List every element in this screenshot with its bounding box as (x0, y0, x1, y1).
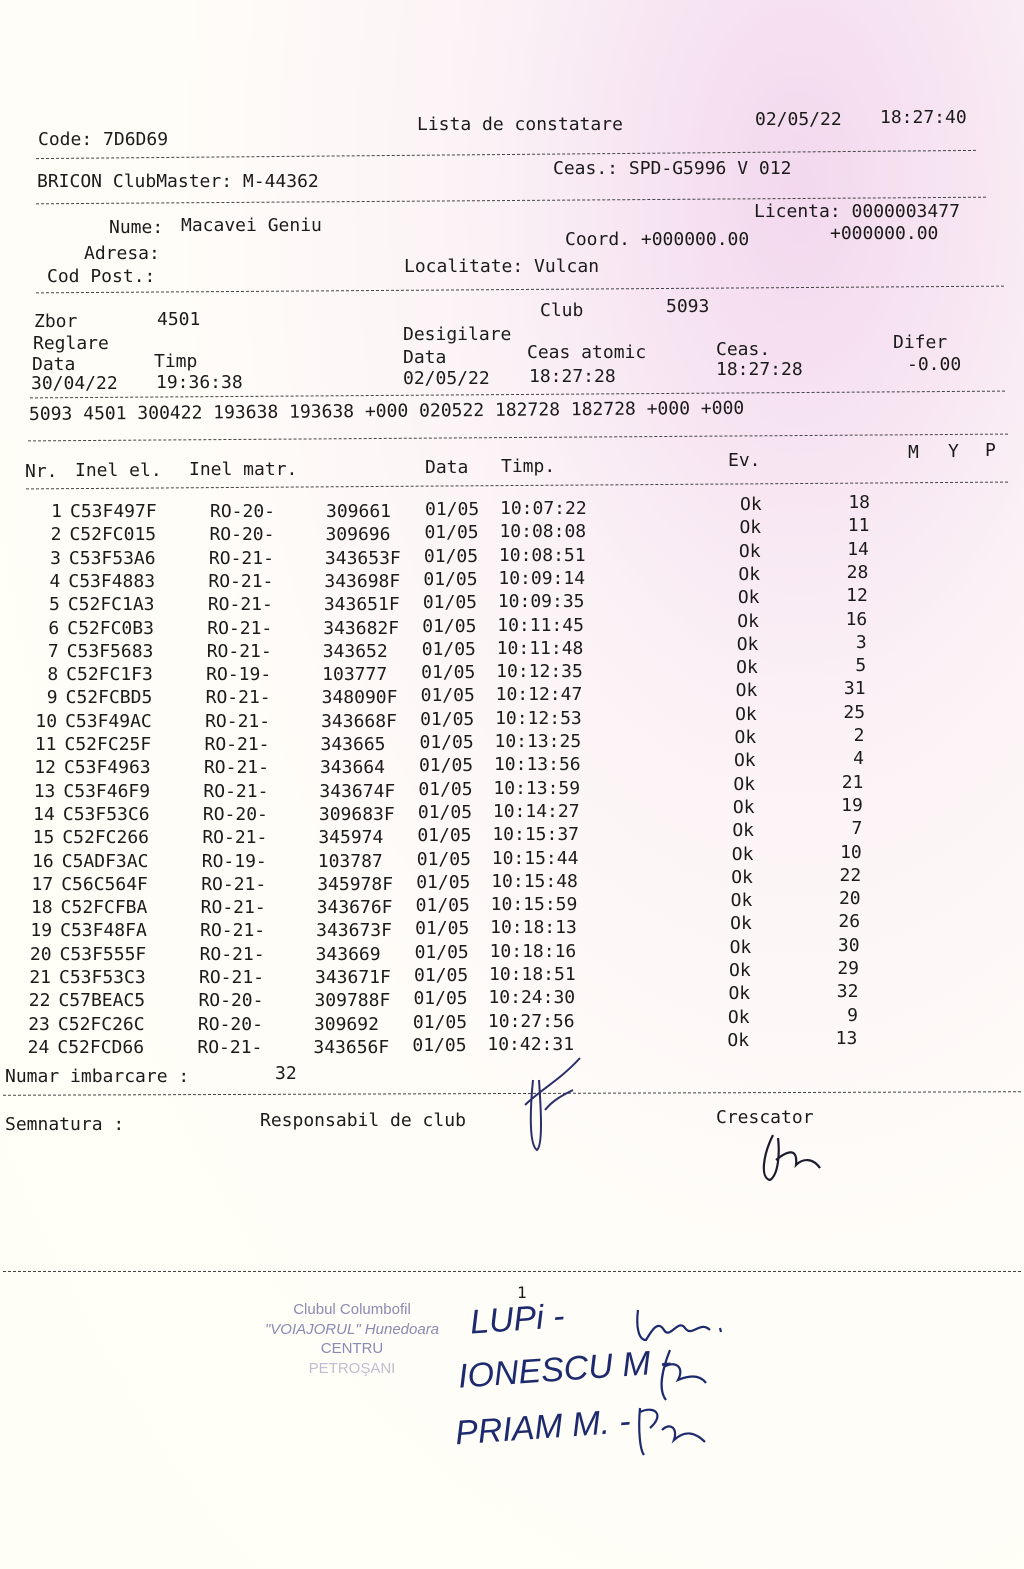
ring-number: 103777 (322, 664, 388, 686)
ring-number: 345974 (318, 827, 384, 849)
row-number: 1 (51, 501, 62, 522)
electronic-ring: C52FC015 (69, 524, 157, 546)
electronic-ring: C53F555F (59, 943, 147, 965)
unsealing-label: Desigilare (403, 324, 512, 345)
electronic-ring: C53F53C3 (59, 967, 146, 988)
electronic-ring: C53F53C6 (62, 803, 150, 825)
ring-number: 309683F (318, 803, 395, 825)
ring-number: 309692 (313, 1013, 379, 1035)
event-status: Ok (740, 494, 762, 515)
club-label: Club (540, 300, 584, 321)
arrival-date: 01/05 (423, 568, 478, 590)
row-number: 9 (46, 687, 58, 709)
clock-label: Ceas. (716, 339, 771, 360)
document-code: Code: 7D6D69 (38, 129, 169, 150)
arrival-date: 01/05 (422, 615, 477, 637)
arrival-date: 01/05 (421, 662, 476, 684)
row-number: 22 (28, 990, 51, 1012)
electronic-ring: C53F46F9 (63, 780, 151, 802)
arrival-time: 10:15:59 (490, 894, 578, 916)
electronic-ring: C52FC266 (62, 827, 150, 849)
setting-date: 30/04/22 (31, 373, 118, 394)
difference-label: Difer (893, 332, 948, 353)
electronic-ring: C53F48FA (60, 920, 147, 942)
row-number: 8 (47, 664, 59, 686)
event-status: Ok (728, 983, 751, 1005)
divider (3, 1091, 1021, 1096)
event-status: Ok (734, 727, 757, 748)
event-status: Ok (727, 1006, 750, 1028)
breeder-label: Crescator (716, 1107, 814, 1128)
setting-time: 19:36:38 (156, 372, 243, 393)
electronic-ring: C52FC1A3 (67, 594, 155, 616)
row-number: 19 (30, 920, 53, 942)
license-number: Licenta: 0000003477 (754, 201, 960, 222)
electronic-ring: C53F4883 (68, 570, 156, 592)
rank-m: 32 (836, 981, 859, 1003)
row-number: 6 (48, 617, 60, 639)
handwritten-name-2: IONESCU M - (456, 1342, 682, 1396)
event-status: Ok (730, 913, 752, 935)
ring-number: 348090F (321, 687, 398, 709)
rank-m: 9 (847, 1004, 858, 1026)
ring-number: 343673F (316, 920, 392, 942)
ring-prefix: RO-21- (199, 943, 265, 965)
column-header-p: P (985, 440, 996, 461)
rank-m: 16 (845, 608, 868, 630)
electronic-ring: C57BEAC5 (58, 990, 146, 1012)
locality: Localitate: Vulcan (404, 256, 600, 277)
ring-prefix: RO-21- (208, 547, 274, 569)
electronic-ring: C5ADF3AC (61, 850, 149, 872)
owner-name: Macavei Geniu (181, 215, 322, 236)
event-status: Ok (729, 960, 751, 981)
electronic-ring: C52FCFBA (60, 897, 148, 919)
ring-prefix: RO-20- (209, 524, 275, 546)
coordinates: Coord. +000000.00 (565, 229, 750, 250)
arrival-date: 01/05 (421, 638, 476, 660)
ring-number: 345978F (317, 873, 394, 895)
handwritten-signature-1 (630, 1300, 730, 1350)
arrival-date: 01/05 (413, 988, 468, 1010)
rank-m: 11 (847, 515, 870, 537)
handwritten-name-1: LUPi - (468, 1296, 576, 1342)
ring-prefix: RO-21- (207, 617, 273, 639)
flight-number: 4501 (157, 309, 201, 330)
rank-m: 3 (855, 631, 867, 653)
handwritten-signature-2 (640, 1345, 720, 1405)
rank-m: 13 (835, 1027, 858, 1049)
event-status: Ok (735, 703, 757, 725)
ring-number: 343665 (320, 734, 386, 755)
ring-prefix: RO-21- (207, 594, 273, 616)
rank-m: 26 (838, 911, 861, 933)
table-row (0, 1027, 900, 1062)
handwritten-signature-3 (630, 1400, 720, 1460)
arrival-time: 10:08:51 (498, 544, 586, 566)
arrival-time: 10:15:37 (492, 824, 580, 846)
row-number: 14 (33, 803, 55, 825)
electronic-ring: C53F49AC (65, 710, 152, 732)
rank-m: 4 (853, 748, 864, 770)
ring-number: 343698F (324, 570, 401, 592)
rank-m: 7 (851, 818, 863, 840)
rank-m: 20 (838, 888, 861, 910)
divider (26, 482, 1008, 490)
arrival-time: 10:27:56 (487, 1010, 575, 1032)
divider (28, 434, 1008, 442)
row-number: 12 (34, 757, 56, 779)
electronic-ring: C53F4963 (63, 757, 151, 779)
ring-prefix: RO-20- (198, 990, 264, 1012)
arrival-date: 01/05 (415, 918, 470, 940)
ring-prefix: RO-19- (201, 850, 267, 872)
electronic-ring: C52FC26C (57, 1013, 145, 1035)
ring-number: 343669 (315, 943, 381, 965)
rank-m: 18 (848, 492, 870, 513)
coordinates-second: +000000.00 (830, 223, 939, 244)
arrival-date: 01/05 (418, 778, 473, 800)
club-stamp (232, 1300, 472, 1378)
row-number: 11 (34, 734, 57, 755)
row-number: 24 (27, 1036, 50, 1058)
ring-number: 309788F (314, 990, 391, 1012)
ring-prefix: RO-21- (201, 873, 267, 895)
club-responsible-label: Responsabil de club (260, 1110, 466, 1131)
clubmaster-id: BRICON ClubMaster: M-44362 (37, 171, 319, 192)
electronic-ring: C53F5683 (66, 640, 154, 662)
row-number: 7 (47, 640, 59, 662)
ring-prefix: RO-20- (210, 501, 276, 522)
unsealing-date-label: Data (403, 347, 447, 368)
row-number: 3 (50, 547, 61, 569)
row-number: 13 (33, 780, 56, 802)
stamp-line-3: CENTRU (320, 1340, 384, 1357)
divider (3, 1271, 1021, 1272)
arrival-time: 10:12:53 (495, 707, 582, 729)
ring-prefix: RO-21- (200, 920, 266, 942)
rank-m: 19 (841, 794, 863, 816)
print-date: 02/05/22 (755, 109, 842, 130)
handwritten-name-3: PRIAM M. - (453, 1401, 642, 1453)
arrival-date: 01/05 (419, 732, 474, 753)
event-status: Ok (738, 540, 761, 562)
row-number: 20 (29, 943, 52, 965)
electronic-ring: C53F53A6 (68, 547, 156, 569)
row-number: 4 (49, 570, 61, 592)
atomic-clock-time: 18:27:28 (529, 366, 616, 387)
boarding-count: 32 (275, 1063, 297, 1084)
column-header-event: Ev. (728, 450, 761, 471)
arrival-time: 10:13:25 (494, 731, 582, 752)
event-status: Ok (737, 587, 760, 609)
ring-number: 343664 (319, 757, 385, 779)
club-responsible-signature (515, 1050, 595, 1160)
arrival-time: 10:18:13 (490, 917, 577, 939)
clock-time: 18:27:28 (716, 359, 803, 380)
column-header-m: M (908, 442, 919, 463)
rank-m: 31 (843, 678, 866, 700)
electronic-ring: C56C564F (61, 873, 148, 895)
divider (36, 286, 1004, 294)
ring-prefix: RO-21- (199, 967, 265, 988)
rank-m: 30 (837, 934, 860, 956)
ring-number: 309696 (325, 524, 391, 546)
arrival-time: 10:15:48 (491, 870, 578, 892)
arrival-date: 01/05 (417, 801, 473, 823)
event-status: Ok (732, 796, 755, 818)
stamp-line-4: PETROŞANI (308, 1359, 396, 1377)
club-number: 5093 (666, 296, 710, 317)
arrival-time: 10:07:22 (500, 498, 587, 519)
setting-label: Reglare (33, 333, 109, 354)
event-status: Ok (736, 633, 759, 655)
boarding-count-label: Numar imbarcare : (5, 1066, 190, 1087)
event-status: Ok (730, 890, 753, 912)
signature-label: Semnatura : (5, 1114, 125, 1135)
clock-id: Ceas.: SPD-G5996 V 012 (553, 158, 792, 179)
ring-number: 343653F (324, 547, 401, 569)
rank-m: 5 (855, 655, 867, 677)
rank-m: 21 (841, 771, 864, 793)
summary-line: 5093 4501 300422 193638 193638 +000 020522 182728 182728 +000 +000 (28, 397, 745, 425)
arrival-time: 10:08:08 (499, 521, 587, 543)
setting-time-label: Timp (154, 351, 198, 372)
arrival-date: 01/05 (420, 708, 475, 730)
ring-prefix: RO-21- (202, 827, 268, 849)
electronic-ring: C52FC0B3 (67, 617, 154, 639)
ring-prefix: RO-21- (205, 687, 271, 709)
arrival-time: 10:15:44 (491, 847, 579, 869)
ring-prefix: RO-19- (206, 664, 272, 686)
event-status: Ok (729, 936, 752, 958)
ring-prefix: RO-21- (200, 897, 266, 919)
arrival-time: 10:12:35 (496, 661, 583, 683)
row-number: 2 (50, 524, 62, 546)
ring-number: 343671F (315, 967, 391, 988)
difference-value: -0.00 (907, 354, 962, 375)
electronic-ring: C52FC1F3 (66, 664, 153, 686)
rank-m: 28 (846, 561, 869, 583)
ring-prefix: RO-20- (197, 1013, 263, 1035)
arrival-time: 10:14:27 (492, 800, 580, 822)
arrival-date: 01/05 (416, 848, 471, 870)
setting-date-label: Data (32, 354, 76, 375)
flight-label: Zbor (34, 311, 78, 332)
arrival-date: 01/05 (423, 545, 479, 567)
event-status: Ok (731, 866, 753, 888)
atomic-clock-label: Ceas atomic (527, 342, 647, 363)
arrival-time: 10:12:47 (495, 684, 583, 706)
arrival-date: 01/05 (425, 499, 480, 520)
event-status: Ok (733, 750, 756, 772)
ring-number: 343674F (319, 780, 396, 802)
ring-prefix: RO-21- (206, 640, 272, 662)
row-number: 5 (48, 594, 60, 616)
column-header-ring-number: Inel matr. (189, 459, 298, 480)
document-title: Lista de constatare (417, 114, 623, 135)
electronic-ring: C52FCBD5 (65, 687, 153, 709)
row-number: 23 (28, 1013, 50, 1035)
column-header-time: Timp. (501, 456, 556, 477)
row-number: 10 (35, 710, 58, 732)
ring-number: 343676F (316, 897, 393, 919)
ring-prefix: RO-21- (205, 710, 271, 732)
rank-m: 25 (843, 701, 866, 723)
rank-m: 12 (846, 585, 868, 607)
arrival-date: 01/05 (420, 685, 475, 707)
event-status: Ok (732, 820, 754, 842)
ring-number: 343652 (322, 640, 388, 662)
column-header-electronic-ring: Inel el. (75, 460, 162, 481)
ring-number: 103787 (317, 850, 383, 872)
rank-m: 29 (837, 958, 859, 979)
name-label: Nume: (109, 217, 164, 238)
event-status: Ok (735, 680, 758, 702)
breeder-signature (758, 1130, 828, 1190)
ring-prefix: RO-21- (203, 757, 269, 779)
event-status: Ok (738, 563, 761, 585)
arrival-time: 10:18:51 (489, 964, 576, 985)
arrival-date: 01/05 (414, 965, 469, 986)
rank-m: 22 (839, 864, 862, 886)
arrival-time: 10:11:48 (496, 637, 584, 659)
ring-number: 343651F (323, 594, 400, 616)
unsealing-date: 02/05/22 (403, 368, 490, 389)
ring-prefix: RO-21- (197, 1036, 263, 1058)
event-status: Ok (731, 843, 754, 865)
electronic-ring: C52FC25F (64, 734, 152, 755)
row-number: 15 (32, 827, 55, 849)
electronic-ring: C52FCD66 (57, 1036, 145, 1058)
event-status: Ok (733, 773, 756, 795)
ring-prefix: RO-21- (204, 734, 270, 755)
print-time: 18:27:40 (880, 107, 967, 128)
ring-number: 343668F (321, 710, 397, 732)
address-label: Adresa: (84, 243, 160, 264)
event-status: Ok (737, 610, 759, 632)
arrival-time: 10:11:45 (497, 614, 584, 636)
page-number: 1 (517, 1283, 527, 1302)
row-number: 18 (30, 897, 53, 919)
arrival-time: 10:09:35 (497, 591, 585, 613)
arrival-time: 10:13:59 (493, 777, 581, 799)
ring-prefix: RO-21- (203, 780, 269, 802)
stamp-line-1: Clubul Columbofil (293, 1301, 411, 1318)
event-status: Ok (727, 1029, 750, 1051)
ring-prefix: RO-21- (208, 570, 274, 592)
stamp-line-2: "VOIAJORUL" Hunedoara (264, 1320, 440, 1338)
arrival-time: 10:09:14 (498, 567, 586, 589)
arrival-date: 01/05 (416, 871, 471, 893)
rank-m: 10 (840, 841, 862, 863)
arrival-date: 01/05 (412, 1034, 467, 1056)
row-number: 21 (29, 967, 51, 988)
arrival-date: 01/05 (422, 592, 477, 614)
arrival-time: 10:24:30 (488, 987, 576, 1009)
arrival-date: 01/05 (424, 522, 479, 544)
arrival-date: 01/05 (412, 1011, 468, 1033)
ring-number: 343682F (323, 617, 400, 639)
row-number: 16 (32, 850, 54, 872)
column-header-y: Y (948, 441, 959, 462)
arrival-date: 01/05 (414, 941, 469, 963)
arrival-time: 10:18:16 (489, 940, 577, 962)
row-number: 17 (31, 873, 54, 895)
arrival-date: 01/05 (418, 755, 474, 777)
event-status: Ok (739, 517, 762, 539)
rank-m: 2 (853, 725, 865, 746)
arrival-date: 01/05 (417, 825, 472, 847)
ring-number: 343656F (313, 1036, 390, 1058)
event-status: Ok (736, 657, 758, 679)
arrival-date: 01/05 (415, 895, 470, 917)
divider (36, 150, 976, 159)
electronic-ring: C53F497F (70, 501, 157, 522)
column-header-date: Data (425, 457, 469, 478)
postcode-label: Cod Post.: (47, 266, 156, 287)
rank-m: 14 (847, 538, 869, 560)
arrival-time: 10:42:31 (487, 1033, 575, 1055)
ring-number: 309661 (326, 501, 392, 522)
arrival-time: 10:13:56 (493, 754, 581, 776)
ring-prefix: RO-20- (202, 803, 268, 825)
column-header-nr: Nr. (25, 461, 58, 482)
